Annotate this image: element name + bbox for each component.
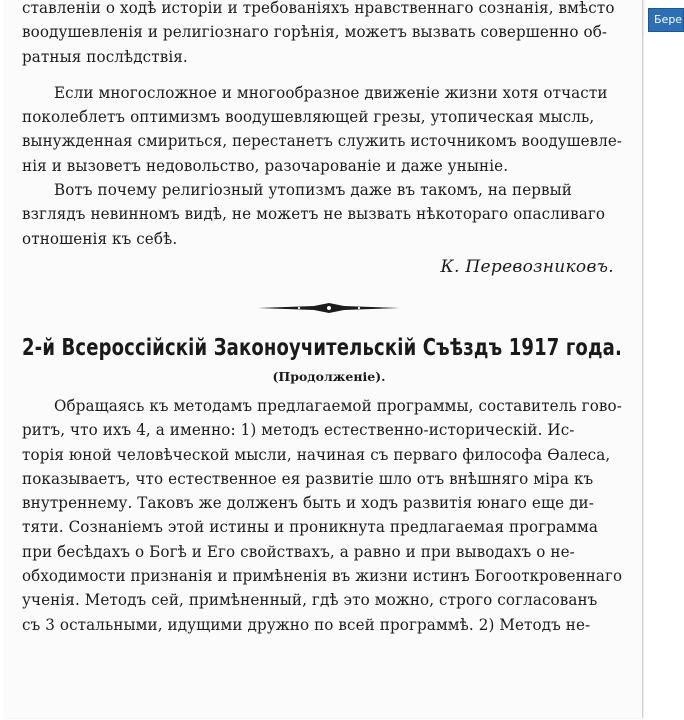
text-line: вынужденная смириться, перестанетъ служить источникомъ воодушевле- [22, 132, 622, 151]
text-line: ратныя послѣдствія. [22, 47, 188, 66]
author-signature: К. Перевозниковъ. [440, 256, 614, 277]
text-line: воодушевленія и религіознаго горѣнія, можетъ вызвать совершенно об- [22, 23, 608, 42]
article-title: 2-й Всероссійскій Законоучительскій Съѣздъ 1917 года. [22, 334, 622, 361]
text-line: Обращаясь къ методамъ предлагаемой программы, составитель гово- [54, 396, 622, 415]
text-line: ученія. Методъ сей, примѣненный, гдѣ это можно, строго согласованъ [22, 591, 598, 610]
text-line: обходимости признанія и примѣненія въ жизни истинъ Богооткровеннаго [22, 567, 623, 586]
paragraph-utopian-thought [22, 81, 636, 178]
text-line: Вотъ почему религіозный утопизмъ даже въ такомъ, на первый [54, 181, 572, 200]
text-line: тяти. Сознаніемъ этой истины и проникнута предлагаемая программа [22, 518, 599, 537]
side-tab-button[interactable]: Бере [648, 8, 684, 32]
text-line: отношенія къ себѣ. [22, 229, 178, 248]
text-line: нія и вызоветъ недовольство, разочарованіе и даже уныніе. [22, 156, 509, 175]
paragraph-continuation [22, 0, 636, 69]
article-body [22, 394, 636, 637]
scanned-page [4, 0, 643, 718]
page-content [22, 0, 636, 637]
text-line: съ 3 остальными, идущими дружно по всей программѣ. 2) Методъ не- [22, 615, 591, 634]
paragraph-conclusion [22, 178, 636, 251]
text-line: показываетъ, что естественное ея развитіе шло отъ внѣшняго міра къ [22, 469, 594, 488]
text-line: поколеблетъ оптимизмъ воодушевляющей грезы, утопическая мысль, [22, 108, 595, 127]
text-line: при бесѣдахъ о Богѣ и Его свойствахъ, а равно и при выводахъ о не- [22, 542, 575, 561]
text-line: взглядъ невинномъ видѣ, не можетъ не вызвать нѣкотораго опасливаго [22, 205, 606, 224]
text-line: ставленіи о ходѣ исторіи и требованіяхъ нравственнаго сознанія, вмѣсто [22, 0, 615, 17]
article-subtitle: (Продолженіе). [272, 368, 386, 384]
section-divider-ornament [22, 301, 636, 315]
text-line: ритъ, что ихъ 4, а именно: 1) методъ естественно-историческій. Ис- [22, 421, 575, 440]
side-panel [644, 36, 684, 720]
text-line: внутреннему. Таковъ же долженъ быть и ходъ развитія юнаго еще ди- [22, 494, 594, 513]
text-line: торія юной человѣческой мысли, начиная съ перваго философа Ѳалеса, [22, 445, 611, 464]
ornament-icon [254, 301, 404, 315]
text-line: Если многосложное и многообразное движеніе жизни хотя отчасти [54, 83, 608, 102]
